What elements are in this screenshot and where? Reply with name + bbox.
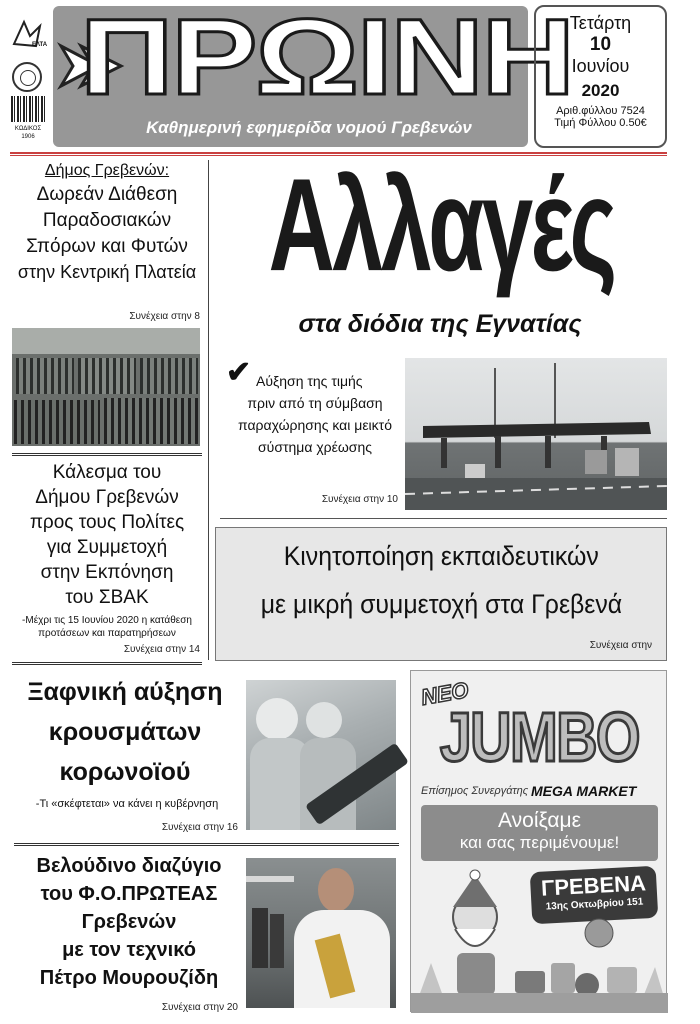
- lead-rule: [220, 518, 667, 519]
- jumbo-ad[interactable]: [410, 670, 667, 1012]
- masthead-subtitle: Καθημερινή εφημερίδα νομού Γρεβενών: [146, 118, 472, 137]
- jumbo-mega: MEGA MARKET: [531, 783, 637, 799]
- story-seeds-line: στην Κεντρική Πλατεία: [17, 262, 197, 282]
- story-svak-note: [10, 614, 204, 640]
- story-svak-note-line: προτάσεων και παρατηρήσεων: [38, 628, 176, 639]
- lead-body-line: παραχώρησης και μεικτό: [238, 417, 392, 433]
- covid-lab-photo: [246, 680, 396, 830]
- masthead-title: ΠΡΩΙΝΗ: [79, 0, 573, 117]
- story-teachers-line: Κινητοποίηση εκπαιδευτικών: [283, 541, 599, 571]
- story-svak-line: για Συμμετοχή: [46, 537, 168, 558]
- jumbo-open-line: Ανοίξαμε: [498, 809, 581, 832]
- elta-bird-icon: [10, 14, 46, 54]
- jumbo-open-banner: [421, 805, 658, 861]
- barcode-icon: [11, 96, 45, 122]
- story-seeds-line: Παραδοσιακών: [42, 210, 172, 231]
- toll-booths-graphic: [405, 358, 667, 510]
- story-sport-more[interactable]: Συνέχεια στην 20: [161, 1002, 238, 1013]
- code-number: 1906: [21, 134, 35, 140]
- story-covid-more[interactable]: Συνέχεια στην 16: [161, 822, 238, 833]
- lead-subhead[interactable]: στα διόδια της Εγνατίας: [298, 310, 582, 338]
- coach-photo: [246, 858, 396, 1008]
- lead-body-line: Αύξηση της τιμής: [256, 373, 363, 389]
- tolls-photo: [405, 358, 667, 510]
- stamp-icon: [12, 62, 42, 92]
- story-teachers[interactable]: [215, 527, 667, 661]
- story-sport-line: Βελούδινο διαζύγιο: [36, 855, 222, 877]
- lead-body: [214, 356, 404, 458]
- story-svak[interactable]: [12, 460, 202, 610]
- story-sport-line: του Φ.Ο.ΠΡΩΤΕΑΣ: [40, 883, 218, 905]
- jumbo-neo: ΝΕΟ: [419, 677, 471, 710]
- issue-number: Αριθ.φύλλου 7524: [556, 105, 645, 117]
- story-seeds-more[interactable]: Συνέχεια στην 8: [129, 311, 200, 322]
- story-sport-line: με τον τεχνικό: [62, 939, 196, 961]
- story-sport-line: Γρεβενών: [81, 911, 177, 933]
- story-svak-line: Δήμου Γρεβενών: [35, 487, 179, 508]
- day: Τετάρτη: [569, 13, 632, 33]
- date-number: 10: [589, 34, 612, 55]
- elta-logo: [10, 14, 46, 54]
- column-rule: [12, 453, 202, 456]
- story-seeds-line: Δωρεάν Διάθεση: [36, 184, 178, 205]
- jumbo-open-line: και σας περιμένουμε!: [459, 833, 620, 852]
- jumbo-address: 13ης Οκτωβρίου 151: [545, 896, 644, 913]
- masthead-banner: [53, 0, 573, 147]
- story-seeds[interactable]: [12, 162, 202, 283]
- story-svak-more[interactable]: Συνέχεια στην 14: [123, 644, 200, 655]
- lead-more[interactable]: Συνέχεια στην 10: [321, 494, 398, 505]
- jumbo-brand: JUMBO: [439, 698, 640, 776]
- story-covid-line: κορωνοϊού: [59, 758, 191, 786]
- lead-body-line: σύστημα χρέωσης: [258, 439, 372, 455]
- story-svak-line: Κάλεσμα του: [52, 462, 162, 483]
- story-covid[interactable]: [14, 672, 236, 792]
- section-rule: [12, 662, 202, 665]
- lead-body-line: πριν από τη σύμβαση: [247, 395, 383, 411]
- lead-headline[interactable]: Αλλαγές: [268, 150, 616, 299]
- story-seeds-line: Σπόρων και Φυτών: [26, 236, 188, 257]
- story-seeds-kicker: Δήμος Γρεβενών:: [44, 162, 170, 179]
- month: Ιουνίου: [571, 56, 630, 76]
- vertical-rule: [208, 160, 209, 660]
- code-label: ΚΩΔΙΚΟΣ: [14, 126, 42, 132]
- jumbo-partner: Επίσημος Συνεργάτης: [421, 785, 529, 797]
- seedlings-photo: [12, 328, 200, 446]
- story-teachers-line: με μικρή συμμετοχή στα Γρεβενά: [260, 589, 622, 619]
- covid-rule: [14, 843, 399, 846]
- check-icon: ✔: [226, 356, 252, 389]
- jumbo-city: ΓΡΕΒΕΝΑ: [540, 870, 647, 901]
- story-covid-line: Ξαφνική αύξηση: [27, 678, 223, 706]
- santa-toys-illustration: [411, 867, 668, 1013]
- story-sport[interactable]: [14, 852, 244, 992]
- price: Τιμή Φύλλου 0.50€: [554, 117, 647, 129]
- story-teachers-more[interactable]: Συνέχεια στην: [589, 640, 652, 651]
- story-sport-line: Πέτρο Μουρουζίδη: [39, 967, 219, 989]
- elta-label: ΕΛΤΑ: [32, 42, 48, 48]
- date-box: [534, 5, 667, 148]
- story-covid-line: κρουσμάτων: [48, 718, 202, 746]
- story-svak-line: στην Εκπόνηση: [40, 562, 174, 583]
- story-svak-note-line: -Μέχρι τις 15 Ιουνίου 2020 η κατάθεση: [22, 615, 192, 626]
- story-svak-line: προς τους Πολίτες: [29, 512, 185, 533]
- year: 2020: [581, 81, 620, 100]
- story-svak-line: του ΣΒΑΚ: [65, 587, 149, 608]
- story-covid-note: -Τι «σκέφτεται» να κάνει η κυβέρνηση: [35, 798, 219, 810]
